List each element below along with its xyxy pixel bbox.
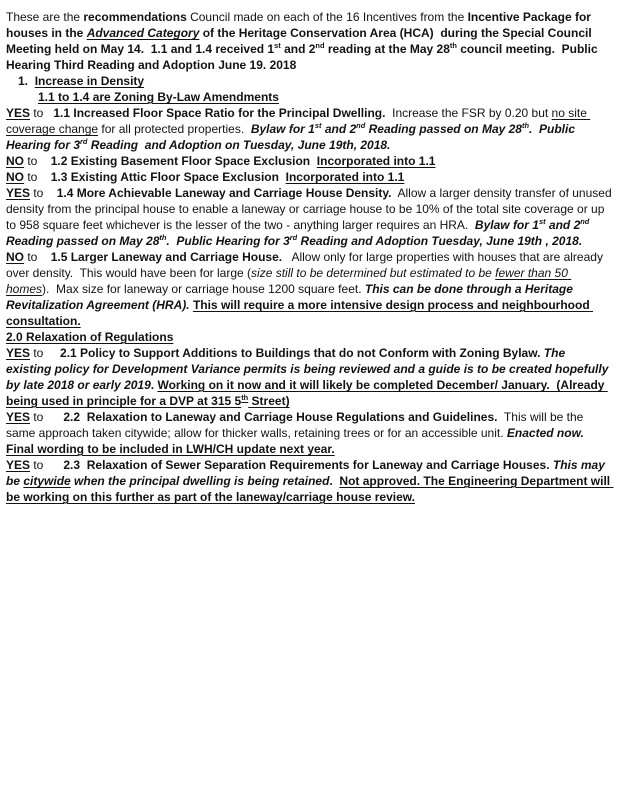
text-run: YES	[6, 458, 31, 472]
text-run: Incorporated into 1.1	[316, 154, 436, 168]
text-run: rd	[80, 137, 88, 146]
text-run: to	[30, 458, 64, 472]
text-run: This can be done through a Heritage Revitalization Agreement (HRA).	[6, 282, 577, 312]
text-run: .	[150, 378, 158, 392]
text-run: Street)	[248, 394, 290, 408]
text-run: Enacted now.	[506, 426, 584, 440]
heading-section-2	[6, 329, 613, 345]
text-run: of the Heritage Conservation Area (HCA) during the Special Council Meeting held on May 14. 1.1 and 1.4 received 1	[6, 26, 596, 56]
text-run: th	[241, 393, 249, 402]
text-run: council meeting. Public Hearing Third Reading and Adoption June 19. 2018	[6, 42, 601, 72]
text-run: Council made on each of the 16 Incentives from the	[186, 10, 468, 24]
text-run: reading at the May 28	[324, 42, 450, 56]
text-run: when the principal dwelling is being retained	[70, 474, 330, 488]
text-run: NO	[6, 170, 24, 184]
para-1-1	[6, 105, 613, 153]
text-run: 2.0 Relaxation of Regulations	[6, 330, 174, 344]
text-run: and 2	[280, 42, 316, 56]
text-run: size still to be determined but estimated to be	[251, 266, 496, 280]
text-run: ). Max size for laneway or carriage house 1200 square feet.	[42, 282, 365, 296]
text-run: 1.5 Larger Laneway and Carriage House.	[50, 250, 283, 264]
text-run: 2.1 Policy to Support Additions to Buildings that do not Conform with Zoning Bylaw.	[60, 346, 541, 360]
heading-zoning-amendments	[6, 89, 613, 105]
text-run: Allow a larger density transfer of unused density from the principal house to enable a laneway or carriage house to be 10% of the total site coverage or up to 958 square feet whichever is the lesser of the two - anything larger requires an HRA.	[6, 186, 615, 232]
text-run: 1.3 Existing Attic Floor Space Exclusion	[50, 170, 286, 184]
para-2-3	[6, 457, 613, 505]
text-run: 1.1 to 1.4 are Zoning By-Law Amendments	[38, 90, 279, 104]
text-run: This will be the same approach taken citywide; allow for thicker walls, retaining trees or for an accessible unit.	[6, 410, 587, 440]
text-run: to	[30, 346, 61, 360]
text-run: Reading passed on May 28	[6, 218, 593, 248]
text-run: Advanced Category	[86, 26, 200, 40]
text-run: 2.2 Relaxation to Laneway and Carriage House Regulations and Guidelines.	[63, 410, 498, 424]
para-2-2	[6, 409, 613, 457]
text-run: to	[24, 154, 51, 168]
para-1-5	[6, 249, 613, 329]
text-run: Working on it now and it will likely be completed December/ January. (Already being used in principle for a DVP at 315 5	[6, 378, 608, 408]
text-run: to	[24, 170, 51, 184]
text-run: This will require a more intensive design process and neighbourhood consultation.	[6, 298, 594, 328]
text-run: Bylaw for 1	[250, 122, 315, 136]
text-run: Increase the FSR by 0.20 but	[385, 106, 552, 120]
text-run: and 2	[321, 122, 357, 136]
text-run: citywide	[23, 474, 71, 488]
text-run: .	[329, 474, 340, 488]
text-run: 1.2 Existing Basement Floor Space Exclusion	[50, 154, 317, 168]
text-run: These are the	[6, 10, 84, 24]
text-run: nd	[580, 217, 590, 226]
text-run: fewer than 50 homes	[6, 266, 572, 296]
para-2-1	[6, 345, 613, 409]
text-run: nd	[356, 121, 366, 130]
text-run: 2.3 Relaxation of Sewer Separation Requirements for Laneway and Carriage Houses.	[63, 458, 550, 472]
text-run: th	[449, 41, 457, 50]
text-run: This may be	[6, 458, 609, 488]
text-run: Incentive Package for houses in the	[6, 10, 595, 40]
text-run: NO	[6, 154, 24, 168]
text-run: no site coverage change	[6, 106, 591, 136]
text-run: to	[30, 106, 54, 120]
text-run: st	[274, 41, 281, 50]
text-run: Allow only for large properties with houses that are already over density. This would have been for large (	[6, 250, 607, 280]
text-run: 1.	[18, 74, 35, 88]
text-run: . Public Hearing for 3	[166, 234, 290, 248]
text-run: for all protected properties.	[98, 122, 251, 136]
text-run: Reading passed on May 28	[365, 122, 522, 136]
text-run: to	[30, 186, 57, 200]
text-run: Incorporated into 1.1	[285, 170, 405, 184]
text-run: Final wording to be included in LWH/CH update next year.	[6, 442, 335, 456]
text-run: st	[314, 121, 322, 130]
text-run: Reading and Adoption Tuesday, June 19th , 2018.	[297, 234, 583, 248]
heading-section-1	[6, 73, 613, 89]
para-1-3	[6, 169, 613, 185]
text-run: Increase in Density	[34, 74, 145, 88]
text-run: Reading and Adoption on Tuesday, June 19th, 2018.	[87, 138, 391, 152]
text-run: th	[159, 233, 167, 242]
text-run: rd	[289, 233, 298, 242]
text-run: YES	[6, 106, 31, 120]
text-run: Bylaw for 1	[474, 218, 539, 232]
text-run: 1.1 Increased Floor Space Ratio for the Principal Dwelling.	[53, 106, 386, 120]
text-run: 1.4 More Achievable Laneway and Carriage House Density.	[56, 186, 392, 200]
text-run: . Public Hearing for 3	[6, 122, 579, 152]
text-run	[584, 426, 591, 440]
text-run: and 2	[545, 218, 581, 232]
text-run: to	[24, 250, 51, 264]
text-run: th	[521, 121, 530, 130]
text-run: to	[30, 410, 64, 424]
text-run: YES	[6, 186, 31, 200]
text-run: YES	[6, 410, 31, 424]
para-1-4	[6, 185, 613, 249]
text-run: The existing policy for Development Variance permits is being reviewed and a guide is to be created hopefully by late 2018 or early 2019	[6, 346, 612, 392]
text-run: st	[538, 217, 546, 226]
text-run: recommendations	[83, 10, 187, 24]
text-run: YES	[6, 346, 31, 360]
text-run: Not approved. The Engineering Department will be working on this further as part of the laneway/carriage house review.	[6, 474, 614, 504]
text-run: NO	[6, 250, 24, 264]
para-intro	[6, 9, 613, 73]
para-1-2	[6, 153, 613, 169]
text-run: nd	[315, 41, 325, 50]
